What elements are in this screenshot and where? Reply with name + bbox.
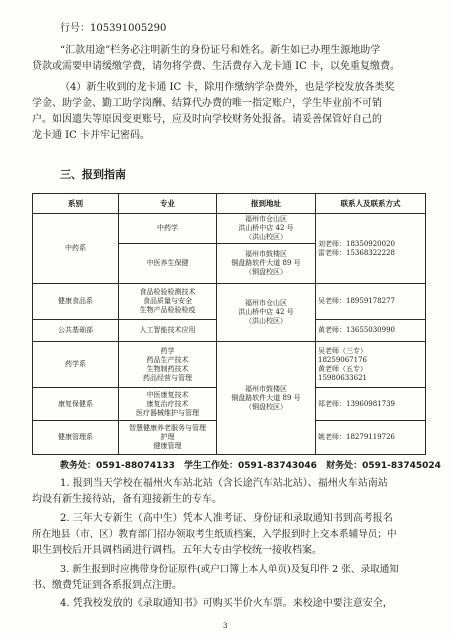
header-address: 报到地址	[217, 194, 316, 214]
step-line: 职生到校后开具调档函进行调档。五年大专由学校统一接收档案。	[32, 545, 322, 556]
registration-table	[32, 193, 426, 455]
dept-cell: 公共基础部	[33, 320, 119, 342]
paragraph-line: 学金、助学金、勤工助学岗酬、结算代办费的唯一指定账户，学生毕业前不可销	[32, 98, 382, 109]
major-cell: 中医康复技术 康复治疗技术 医疗器械维护与管理	[119, 388, 217, 421]
contact-cell: 吴老师（三专） 18259067176 黄老师（五专） 15980633621	[316, 342, 426, 388]
contact-cell: 郑老师：13960981739	[316, 388, 426, 421]
table-header-row	[33, 194, 426, 214]
dept-cell: 药学系	[33, 342, 119, 388]
dept-cell: 康复保健系	[33, 388, 119, 421]
major-cell: 中药学	[119, 214, 217, 244]
major-cell: 人工智能技术应用	[119, 320, 217, 342]
major-cell: 智慧健康养老服务与管理 护理 健康管理	[119, 421, 217, 455]
header-contact: 联系人及联系方式	[316, 194, 426, 214]
page-number: 3	[223, 622, 228, 630]
step-line: 均设有新生接待站，备有迎接新生的专车。	[32, 494, 222, 505]
step-line: 书、缴费凭证到各系报到点注册。	[32, 580, 182, 591]
paragraph-line: 贷款或需要申请缓缴学费，请勿将学费、生活费存入龙卡通 IC 卡，以免重复缴费。	[32, 61, 400, 72]
contact-cell: 黄老师：13655030990	[316, 320, 426, 342]
paragraph-line: “汇款用途”栏务必注明新生的身份证号和姓名。新生如已办理生源地助学	[60, 45, 381, 56]
address-cell: 福州市仓山区 洪山桥中店 42 号 （洪山校区）	[217, 284, 316, 342]
header-dept: 系别	[33, 194, 119, 214]
student-office-phone: 学生工作处：0591-83743046	[184, 461, 317, 471]
contact-cell: 姚老师：18279119726	[316, 421, 426, 455]
header-major: 专业	[119, 194, 217, 214]
step-line: 1. 报到当天学校在福州火车站北站（含长途汽车站北站）、福州火车站南站	[60, 478, 388, 489]
dept-cell: 健康管理系	[33, 421, 119, 455]
dept-cell: 中药系	[33, 214, 119, 284]
table-row	[33, 284, 426, 320]
paragraph-line: 龙卡通 IC 卡并牢记密码。	[32, 130, 150, 141]
step-line: 2. 三年大专新生（高中生）凭本人准考证、身份证和录取通知书到高考报名	[60, 513, 393, 524]
paragraph-line: 户。如因遗失等原因变更账号，应及时向学校财务处报备。请妥善保管好自己的	[32, 114, 382, 125]
teaching-office-phone: 教务处：0591-88074133	[60, 461, 175, 471]
office-phones	[60, 458, 447, 471]
paragraph-line: （4）新生收到的龙卡通 IC 卡，除用作缴纳学杂费外，也是学校发放各类奖	[60, 82, 395, 93]
finance-office-phone: 财务处：0591-83745024	[326, 461, 441, 471]
step-line: 所在地县（市、区）教育部门招办领取考生纸质档案，入学报到时上交本系辅导员；中	[32, 529, 397, 540]
contact-cell: 吴老师：18959178277	[316, 284, 426, 320]
address-cell: 福州市鼓楼区 铜盘路软件大道 89 号 （铜盘校区）	[217, 342, 316, 455]
section-title: 三、报到指南	[60, 168, 126, 181]
account-line: 行号：105391005290	[60, 23, 167, 34]
table-row	[33, 342, 426, 388]
dept-cell: 健康食品系	[33, 284, 119, 320]
contact-cell: 刘老师：18350920020 雷老师：15368322228	[316, 214, 426, 284]
major-cell: 药学 药品生产技术 生物制药技术 药品经营与管理	[119, 342, 217, 388]
step-line: 3. 新生报到时应携带身份证原件(或户口簿上本人单页)及复印件 2 张、录取通知	[60, 564, 399, 575]
step-line: 4. 凭我校发放的《录取通知书》可购买半价火车票。来校途中要注意安全，	[60, 598, 393, 609]
major-cell: 中医养生保健	[119, 244, 217, 284]
major-cell: 食品检验检测技术 食品质量与安全 生物产品检验检疫	[119, 284, 217, 320]
table-row	[33, 214, 426, 244]
address-cell: 福州市仓山区 洪山桥中店 42 号 （洪山校区）	[217, 214, 316, 244]
address-cell: 福州市鼓楼区 铜盘路软件大道 89 号 （铜盘校区）	[217, 244, 316, 284]
